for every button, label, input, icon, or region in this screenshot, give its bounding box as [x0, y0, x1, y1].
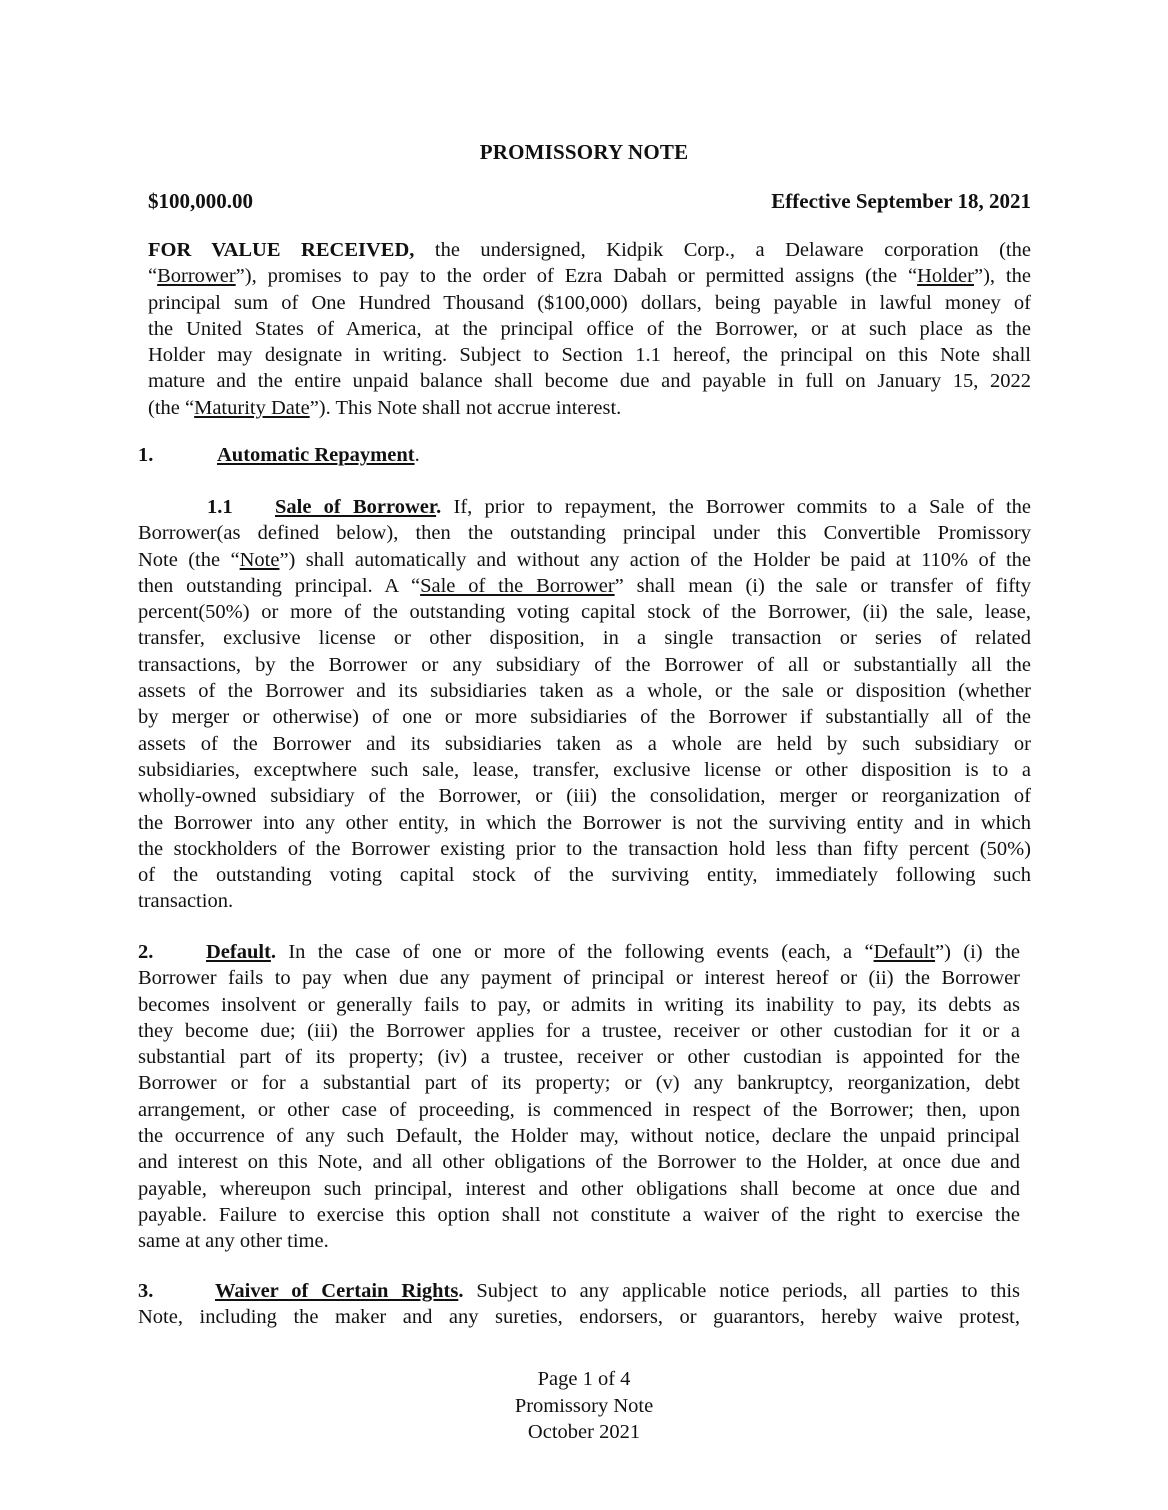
- section-title: Sale of Borrower: [275, 496, 437, 518]
- footer-document-name: Promissory Note: [514, 1394, 654, 1417]
- punctuation: .: [458, 1280, 464, 1302]
- effective-date: Effective September 18, 2021: [771, 189, 1031, 213]
- page-number: Page 1 of 4: [537, 1368, 631, 1390]
- note-amount: $100,000.00: [148, 189, 253, 213]
- section-number: 1.1: [207, 496, 233, 518]
- section-1-heading: [138, 444, 420, 467]
- section-line: [138, 1278, 1020, 1304]
- section-title: Default: [206, 941, 271, 963]
- punctuation: .: [436, 496, 442, 518]
- section-line: arrangement, or other case of proceeding, is commenced in respect of the Borrower; then, upon: [138, 1098, 1020, 1121]
- section-line: percent(50%) or more of the outstanding voting capital stock of the Borrower, (ii) the sale, lease,: [138, 601, 1031, 624]
- section-3-paragraph: [138, 1278, 1020, 1331]
- intro-line: Holder may designate in writing. Subject to Section 1.1 hereof, the principal on this Note shall: [148, 344, 1031, 367]
- section-line: assets of the Borrower and its subsidiaries taken as a whole, or the sale or disposition (whether: [138, 680, 1031, 703]
- punctuation: .: [270, 941, 277, 963]
- defined-term-maturity-date: Maturity Date: [194, 396, 310, 419]
- section-title: Automatic Repayment: [217, 444, 415, 466]
- defined-term-default: Default: [873, 941, 936, 963]
- defined-term-borrower: Borrower: [157, 265, 236, 288]
- section-title: Waiver of Certain Rights: [215, 1280, 459, 1302]
- section-line: [138, 573, 1031, 599]
- section-line: transfer, exclusive license or other disposition, in a single transaction or series of related: [138, 627, 1031, 650]
- section-line: and interest on this Note, and all other obligations of the Borrower to the Holder, at once due and: [138, 1151, 1020, 1174]
- section-line: they become due; (iii) the Borrower applies for a trustee, receiver or other custodian for it or a: [138, 1019, 1020, 1042]
- intro-text: (the “: [148, 396, 195, 419]
- section-text: If, prior to repayment, the Borrower commits to a Sale of the: [441, 496, 1031, 518]
- section-line: transaction.: [138, 890, 234, 913]
- section-text: Subject to any applicable notice periods, all parties to this: [463, 1280, 1020, 1302]
- section-number: 1.: [138, 444, 154, 466]
- intro-line: [148, 237, 1031, 263]
- intro-text: ”), the: [973, 265, 1031, 288]
- defined-term-holder: Holder: [917, 265, 974, 288]
- section-line: the Borrower into any other entity, in which the Borrower is not the surviving entity and in which: [138, 811, 1031, 834]
- intro-line: mature and the entire unpaid balance shall become due and payable in full on January 15, 2022: [148, 370, 1031, 393]
- page-footer: [0, 1366, 1168, 1446]
- section-line: Note, including the maker and any sureties, endorsers, or guarantors, hereby waive protest,: [138, 1306, 1020, 1329]
- section-line: Borrower or for a substantial part of its property; or (v) any bankruptcy, reorganization, debt: [138, 1072, 1020, 1095]
- section-line: transactions, by the Borrower or any subsidiary of the Borrower of all or substantially all the: [138, 653, 1031, 676]
- section-line: payable. Failure to exercise this option shall not constitute a waiver of the right to exercise the: [138, 1203, 1020, 1226]
- section-line: subsidiaries, exceptwhere such sale, lease, transfer, exclusive license or other disposition is to a: [138, 758, 1031, 781]
- section-line: assets of the Borrower and its subsidiaries taken as a whole are held by such subsidiary or: [138, 732, 1031, 755]
- intro-text: ”), promises to pay to the order of Ezra Dabah or permitted assigns (the “: [235, 265, 918, 288]
- section-line: [138, 547, 1031, 573]
- section-line: [138, 939, 1020, 965]
- section-line: becomes insolvent or generally fails to pay, or admits in writing its inability to pay, its debts as: [138, 993, 1020, 1016]
- section-number: 2.: [138, 941, 154, 963]
- document-title: PROMISSORY NOTE: [479, 140, 689, 164]
- intro-text: “: [148, 265, 158, 288]
- section-line: payable, whereupon such principal, interest and other obligations shall become at once due and: [138, 1177, 1020, 1200]
- section-line: the occurrence of any such Default, the Holder may, without notice, declare the unpaid principal: [138, 1125, 1020, 1148]
- intro-line: [148, 395, 1031, 421]
- defined-term-note: Note: [239, 548, 280, 571]
- intro-paragraph: [148, 237, 1031, 421]
- section-line: Borrower(as defined below), then the outstanding principal under this Convertible Promissory: [138, 522, 1031, 545]
- section-text: In the case of one or more of the following events (each, a “: [276, 941, 874, 963]
- section-1-1-paragraph: [138, 494, 1031, 915]
- defined-term-sale-of-borrower: Sale of the Borrower: [420, 574, 615, 597]
- section-line: by merger or otherwise) of one or more subsidiaries of the Borrower if substantially all of the: [138, 706, 1031, 729]
- intro-line: [148, 263, 1031, 289]
- intro-text: ”). This Note shall not accrue interest.: [309, 396, 622, 419]
- section-line: wholly-owned subsidiary of the Borrower, or (iii) the consolidation, merger or reorganization of: [138, 785, 1031, 808]
- intro-text: the undersigned, Kidpik Corp., a Delaware corporation (the: [414, 239, 1031, 261]
- section-text: Note (the “: [138, 548, 240, 571]
- section-line: of the outstanding voting capital stock of the surviving entity, immediately following such: [138, 864, 1031, 887]
- section-line: substantial part of its property; (iv) a trustee, receiver or other custodian is appointed for the: [138, 1046, 1020, 1069]
- section-line: the stockholders of the Borrower existing prior to the transaction hold less than fifty percent (50%): [138, 837, 1031, 860]
- section-line: Borrower fails to pay when due any payment of principal or interest hereof or (ii) the Borrower: [138, 967, 1020, 990]
- footer-date: October 2021: [527, 1421, 641, 1443]
- section-text: ”) shall automatically and without any action of the Holder be paid at 110% of the: [279, 548, 1031, 571]
- intro-line: the United States of America, at the principal office of the Borrower, or at such place as the: [148, 317, 1031, 340]
- section-line: same at any other time.: [138, 1230, 329, 1253]
- section-text: then outstanding principal. A “: [138, 574, 421, 597]
- section-2-paragraph: [138, 939, 1020, 1255]
- section-number: 3.: [138, 1280, 154, 1302]
- for-value-received: FOR VALUE RECEIVED,: [148, 239, 415, 261]
- section-text: ”) (i) the: [935, 941, 1020, 963]
- punctuation: .: [414, 444, 420, 466]
- section-line: [138, 494, 1031, 520]
- section-text: ” shall mean (i) the sale or transfer of fifty: [614, 574, 1031, 597]
- intro-line: principal sum of One Hundred Thousand ($100,000) dollars, being payable in lawful money of: [148, 291, 1031, 314]
